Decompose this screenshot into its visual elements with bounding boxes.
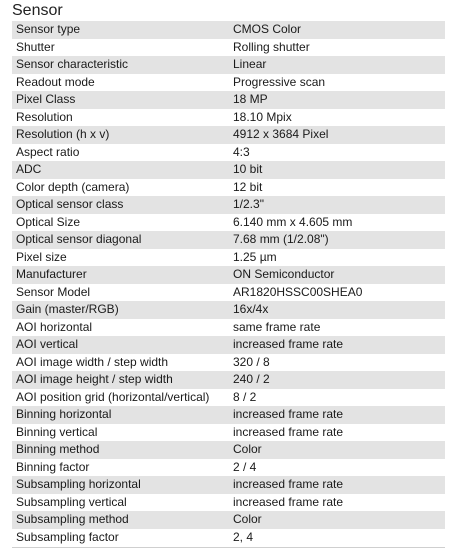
spec-row <box>12 74 445 92</box>
spec-label: Aspect ratio <box>16 144 80 159</box>
spec-value: 4912 x 3684 Pixel <box>233 127 329 141</box>
spec-label: Binning vertical <box>16 424 98 439</box>
spec-label: AOI vertical <box>16 337 79 351</box>
spec-label: Resolution (h x v) <box>16 127 110 141</box>
spec-value: Color <box>233 442 262 456</box>
spec-value: 18 MP <box>233 92 268 106</box>
spec-row <box>12 266 445 284</box>
spec-row <box>12 354 445 372</box>
spec-row <box>12 424 445 442</box>
spec-value: increased frame rate <box>233 337 344 351</box>
spec-row <box>12 91 445 109</box>
spec-row <box>12 371 445 389</box>
spec-label: Resolution <box>16 109 73 124</box>
spec-value: 240 / 2 <box>233 372 270 386</box>
spec-value: 6.140 mm x 4.605 mm <box>233 214 353 229</box>
spec-label: ADC <box>16 162 42 176</box>
spec-row <box>12 144 445 162</box>
spec-row <box>12 529 445 547</box>
spec-table-body <box>12 21 445 546</box>
spec-value: 320 / 8 <box>233 354 270 369</box>
spec-row <box>12 109 445 127</box>
spec-row <box>12 284 445 302</box>
spec-label: Subsampling method <box>16 512 129 526</box>
spec-value: ON Semiconductor <box>233 267 335 281</box>
spec-value: increased frame rate <box>233 494 344 509</box>
spec-value: increased frame rate <box>233 407 344 421</box>
spec-value: 4:3 <box>233 144 250 159</box>
spec-row <box>12 511 445 529</box>
spec-label: Optical Size <box>16 214 81 229</box>
spec-label: Gain (master/RGB) <box>16 302 119 316</box>
spec-row <box>12 214 445 232</box>
spec-label: Sensor characteristic <box>16 57 129 71</box>
spec-row <box>12 249 445 267</box>
bottom-divider <box>12 547 445 548</box>
spec-label: Color depth (camera) <box>16 179 130 194</box>
spec-value: 7.68 mm (1/2.08") <box>233 232 329 246</box>
spec-label: Sensor type <box>16 22 81 36</box>
spec-value: increased frame rate <box>233 477 344 491</box>
spec-value: increased frame rate <box>233 424 344 439</box>
spec-value: 1/2.3" <box>233 197 264 211</box>
spec-value: 18.10 Mpix <box>233 109 292 124</box>
spec-value: same frame rate <box>233 319 321 334</box>
spec-row <box>12 179 445 197</box>
spec-value: 12 bit <box>233 179 263 194</box>
spec-value: Color <box>233 512 262 526</box>
spec-row <box>12 161 445 179</box>
spec-value: 16x/4x <box>233 302 269 316</box>
spec-label: AOI image height / step width <box>16 372 173 386</box>
spec-row <box>12 39 445 57</box>
spec-value: Rolling shutter <box>233 39 310 54</box>
spec-label: Subsampling factor <box>16 529 119 544</box>
spec-label: Readout mode <box>16 74 95 89</box>
spec-row <box>12 319 445 337</box>
spec-value: AR1820HSSC00SHEA0 <box>233 284 363 299</box>
spec-row <box>12 389 445 407</box>
spec-row <box>12 441 445 459</box>
spec-row <box>12 459 445 477</box>
spec-row <box>12 494 445 512</box>
spec-value: CMOS Color <box>233 22 302 36</box>
spec-label: Shutter <box>16 39 55 54</box>
spec-label: Optical sensor diagonal <box>16 232 142 246</box>
spec-label: AOI horizontal <box>16 319 93 334</box>
sensor-spec-table <box>12 21 445 546</box>
spec-label: Sensor Model <box>16 284 91 299</box>
spec-label: Manufacturer <box>16 267 87 281</box>
spec-value: 2 / 4 <box>233 459 257 474</box>
spec-value: 8 / 2 <box>233 389 257 404</box>
spec-label: Optical sensor class <box>16 197 124 211</box>
spec-label: Binning method <box>16 442 100 456</box>
spec-value: 1.25 µm <box>233 249 277 264</box>
spec-row <box>12 301 445 319</box>
spec-row <box>12 476 445 494</box>
spec-row <box>12 56 445 74</box>
spec-label: AOI image width / step width <box>16 354 169 369</box>
spec-value: Progressive scan <box>233 74 326 89</box>
spec-label: AOI position grid (horizontal/vertical) <box>16 389 210 404</box>
spec-label: Subsampling vertical <box>16 494 127 509</box>
spec-label: Pixel size <box>16 249 67 264</box>
spec-row <box>12 126 445 144</box>
spec-row <box>12 336 445 354</box>
section-title: Sensor <box>12 2 63 19</box>
spec-value: 10 bit <box>233 162 263 176</box>
spec-value: Linear <box>233 57 267 71</box>
spec-label: Pixel Class <box>16 92 76 106</box>
spec-label: Binning factor <box>16 459 90 474</box>
spec-row <box>12 21 445 39</box>
spec-value: 2, 4 <box>233 529 254 544</box>
spec-row <box>12 406 445 424</box>
spec-label: Subsampling horizontal <box>16 477 141 491</box>
spec-label: Binning horizontal <box>16 407 112 421</box>
spec-row <box>12 231 445 249</box>
spec-row <box>12 196 445 214</box>
